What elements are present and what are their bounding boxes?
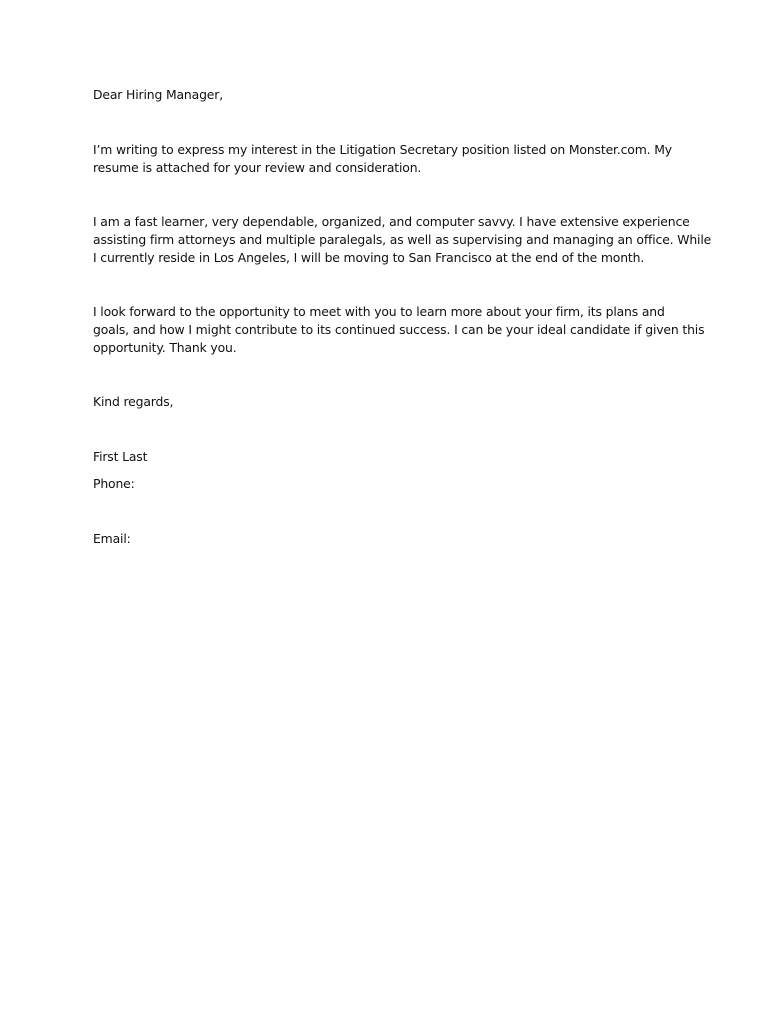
paragraph-line: resume is attached for your review and consideration.	[93, 160, 422, 175]
salutation: Dear Hiring Manager,	[93, 87, 223, 102]
signature-email-label: Email:	[93, 531, 131, 546]
paragraph-line: I am a fast learner, very dependable, organized, and computer savvy. I have extensive experience	[93, 214, 690, 229]
paragraph-qualifications	[93, 213, 711, 267]
closing: Kind regards,	[93, 394, 174, 409]
paragraph-line: I currently reside in Los Angeles, I will be moving to San Francisco at the end of the month.	[93, 250, 645, 265]
paragraph-line: opportunity. Thank you.	[93, 340, 237, 355]
paragraph-interest	[93, 141, 672, 177]
paragraph-line: I’m writing to express my interest in the Litigation Secretary position listed on Monster.com. My	[93, 142, 672, 157]
signature-name: First Last	[93, 449, 148, 464]
paragraph-line: assisting firm attorneys and multiple paralegals, as well as supervising and managing an office. While	[93, 232, 712, 247]
paragraph-line: goals, and how I might contribute to its continued success. I can be your ideal candidate if given this	[93, 322, 705, 337]
paragraph-line: I look forward to the opportunity to meet with you to learn more about your firm, its plans and	[93, 304, 665, 319]
signature-phone-label: Phone:	[93, 476, 135, 491]
paragraph-closing-remarks	[93, 303, 704, 357]
